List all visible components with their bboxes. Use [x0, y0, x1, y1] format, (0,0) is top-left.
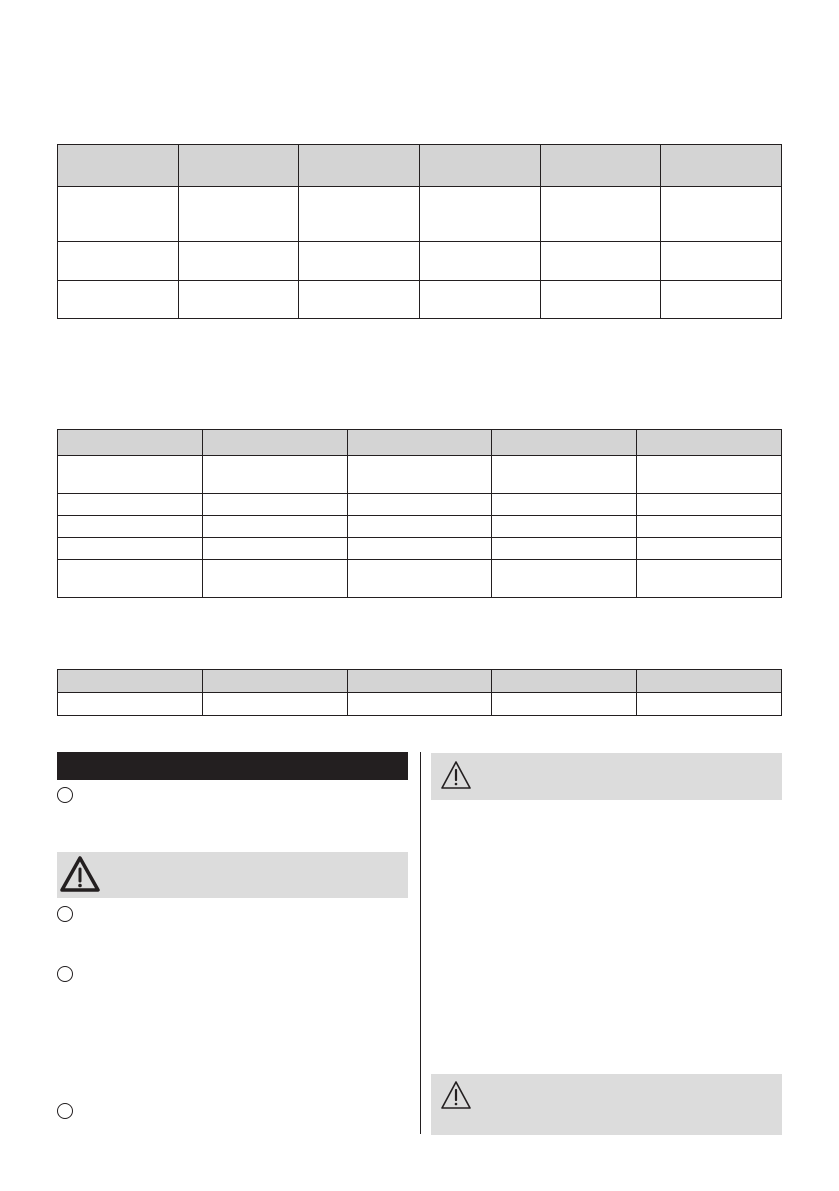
table-header-cell: [202, 430, 347, 456]
table-header-cell: [492, 430, 637, 456]
table-cell: [202, 538, 347, 560]
table-cell: [178, 242, 299, 281]
table-header-row: [58, 430, 782, 456]
table-cell: [540, 187, 661, 242]
table-cell: [637, 560, 782, 598]
table-header-cell: [58, 145, 179, 187]
warning-triangle-icon: [439, 759, 473, 791]
table-header-row: [58, 145, 782, 187]
table-cell: [347, 494, 492, 516]
step-number-circle: [57, 906, 73, 922]
table-cell: [58, 560, 203, 598]
table-cell: [202, 516, 347, 538]
step-number-circle: [57, 966, 73, 982]
table-cell: [419, 187, 540, 242]
table-header-cell: [540, 145, 661, 187]
table-row: [58, 560, 782, 598]
table-cell: [178, 187, 299, 242]
table-cell: [661, 281, 782, 319]
table-cell: [58, 456, 203, 494]
table-cell: [637, 456, 782, 494]
table-header-cell: [419, 145, 540, 187]
warning-box: [431, 753, 782, 800]
table-cell: [58, 242, 179, 281]
table-row: [58, 693, 782, 716]
table-cell: [419, 242, 540, 281]
table-cell: [347, 693, 492, 716]
table-cell: [637, 538, 782, 560]
section-heading-bar: [57, 752, 408, 780]
step-number-circle: [57, 1103, 73, 1119]
table-row: [58, 456, 782, 494]
table-cell: [58, 538, 203, 560]
table-cell: [492, 456, 637, 494]
table-cell: [661, 187, 782, 242]
table-cell: [347, 516, 492, 538]
table-cell: [299, 281, 420, 319]
table-cell: [540, 281, 661, 319]
spec-table-1: [57, 144, 782, 319]
warning-triangle-icon: [439, 1079, 473, 1111]
table-cell: [347, 560, 492, 598]
warning-triangle-icon: [59, 855, 101, 893]
table-cell: [637, 693, 782, 716]
table-header-cell: [178, 145, 299, 187]
table-cell: [202, 456, 347, 494]
table-row: [58, 538, 782, 560]
table-cell: [492, 516, 637, 538]
table-header-cell: [202, 670, 347, 693]
table-cell: [492, 494, 637, 516]
table-header-cell: [637, 670, 782, 693]
warning-box: [57, 852, 408, 898]
table-cell: [202, 560, 347, 598]
table-row: [58, 281, 782, 319]
table-row: [58, 516, 782, 538]
table-cell: [58, 693, 203, 716]
table-cell: [492, 693, 637, 716]
table-cell: [492, 538, 637, 560]
table-cell: [58, 281, 179, 319]
table-cell: [347, 456, 492, 494]
table-cell: [661, 242, 782, 281]
table-cell: [299, 242, 420, 281]
table-row: [58, 187, 782, 242]
table-cell: [637, 516, 782, 538]
table-cell: [58, 187, 179, 242]
table-header-cell: [58, 430, 203, 456]
table-cell: [58, 516, 203, 538]
spec-table-3: [57, 669, 782, 716]
column-divider: [420, 752, 421, 1134]
table-cell: [202, 693, 347, 716]
warning-box: [431, 1074, 782, 1135]
table-header-cell: [492, 670, 637, 693]
table-cell: [492, 560, 637, 598]
table-cell: [58, 494, 203, 516]
table-row: [58, 494, 782, 516]
table-cell: [419, 281, 540, 319]
table-cell: [540, 242, 661, 281]
table-cell: [637, 494, 782, 516]
table-cell: [347, 538, 492, 560]
step-number-circle: [57, 787, 73, 803]
table-header-cell: [347, 430, 492, 456]
table-cell: [299, 187, 420, 242]
table-row: [58, 242, 782, 281]
table-header-cell: [661, 145, 782, 187]
table-cell: [202, 494, 347, 516]
spec-table-2: [57, 429, 782, 598]
table-header-cell: [299, 145, 420, 187]
table-header-row: [58, 670, 782, 693]
table-header-cell: [637, 430, 782, 456]
table-header-cell: [58, 670, 203, 693]
table-header-cell: [347, 670, 492, 693]
table-cell: [178, 281, 299, 319]
